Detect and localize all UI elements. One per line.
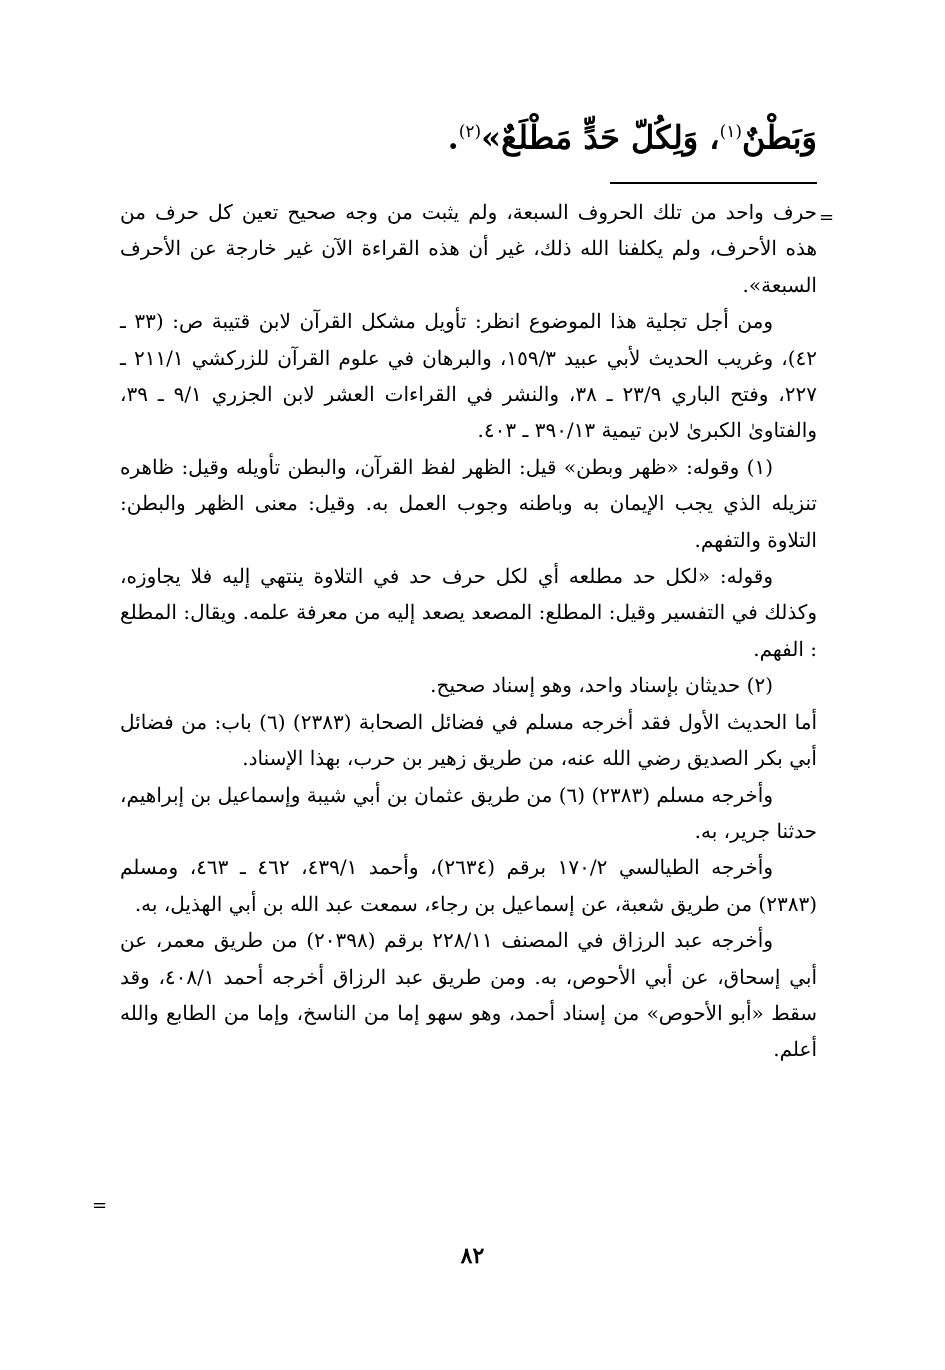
main-text-part-3: . xyxy=(447,118,459,157)
main-text-part-1: وَبَطْنٌ xyxy=(742,118,817,157)
footnote-paragraph: حرف واحد من تلك الحروف السبعة، ولم يثبت من وجه صحيح تعين كل حرف من هذه الأحرف، ولم يكلفنا الله ذلك، غير أن هذه القراءة الآن غير خارجة عن الأحرف السبعة». xyxy=(120,200,817,297)
page-number: ٨٢ xyxy=(460,1243,485,1269)
footnote-paragraph: (٢) حديثان بإسناد واحد، وهو إسناد صحيح. xyxy=(430,673,773,698)
main-hadith-text xyxy=(97,104,817,166)
footnote-ref-1: (١) xyxy=(719,122,743,142)
footnote-paragraph: ومن أجل تجلية هذا الموضوع انظر: تأويل مشكل القرآن لابن قتيبة ص: (٣٣ ـ ٤٢)، وغريب الحديث لأبي عبيد ١٥٩/٣، والبرهان في علوم القرآن للزركشي ٢١١/١ ـ ٢٢٧، وفتح الباري ٢٣/٩ ـ ٣٨، والنشر في القراءات العشر لابن الجزري ٩/١ ـ ٣٩، والفتاوىٰ الكبرىٰ لابن تيمية ٣٩٠/١٣ ـ ٤٠٣. xyxy=(120,309,818,443)
footnotes-section xyxy=(120,194,817,1068)
continuation-mark-bottom: = xyxy=(92,1195,108,1216)
footnote-paragraph: وقوله: «لكل حد مطلعه أي لكل حرف حد في التلاوة ينتهي إليه فلا يجاوزه، وكذلك في التفسير وقيل: المطلع: المصعد يصعد إليه من معرفة علمه. ويقال: المطلع : الفهم. xyxy=(120,564,817,661)
footnote-paragraph: وأخرجه الطيالسي ١٧٠/٢ برقم (٢٦٣٤)، وأحمد ٤٣٩/١، ٤٦٢ ـ ٤٦٣، ومسلم (٢٣٨٣) من طريق شعبة، عن إسماعيل بن رجاء، سمعت عبد الله بن أبي الهذيل، به. xyxy=(120,855,817,916)
footnote-paragraph: وأخرجه عبد الرزاق في المصنف ٢٢٨/١١ برقم (٢٠٣٩٨) من طريق معمر، عن أبي إسحاق، عن أبي الأحوص، به. ومن طريق عبد الرزاق أخرجه أحمد ٤٠٨/١، وقد سقط «أبو الأحوص» من إسناد أحمد، وهو سهو إما من الناسخ، وإما من الطابع والله أعلم. xyxy=(120,928,818,1062)
footnote-paragraph: وأخرجه مسلم (٢٣٨٣) (٦) من طريق عثمان بن أبي شيبة وإسماعيل بن إبراهيم، حدثنا جرير، به. xyxy=(120,782,817,843)
footnote-separator xyxy=(610,182,817,184)
main-text-part-2: ، وَلِكُلّ حَدٍّ مَطْلَعٌ» xyxy=(481,118,720,157)
footnote-ref-2: (٢) xyxy=(458,122,482,142)
footnote-paragraph: أما الحديث الأول فقد أخرجه مسلم في فضائل الصحابة (٢٣٨٣) (٦) باب: من فضائل أبي بكر الصديق رضي الله عنه، من طريق زهير بن حرب، بهذا الإسناد. xyxy=(120,709,818,771)
continuation-mark-top: = xyxy=(819,207,835,228)
footnote-paragraph: (١) وقوله: «ظهر وبطن» قيل: الظهر لفظ القرآن، والبطن تأويله وقيل: ظاهره تنزيله الذي يجب الإيمان به وباطنه وجوب العمل به. وقيل: معنى الظهر والبطن: التلاوة والتفهم. xyxy=(120,454,817,552)
